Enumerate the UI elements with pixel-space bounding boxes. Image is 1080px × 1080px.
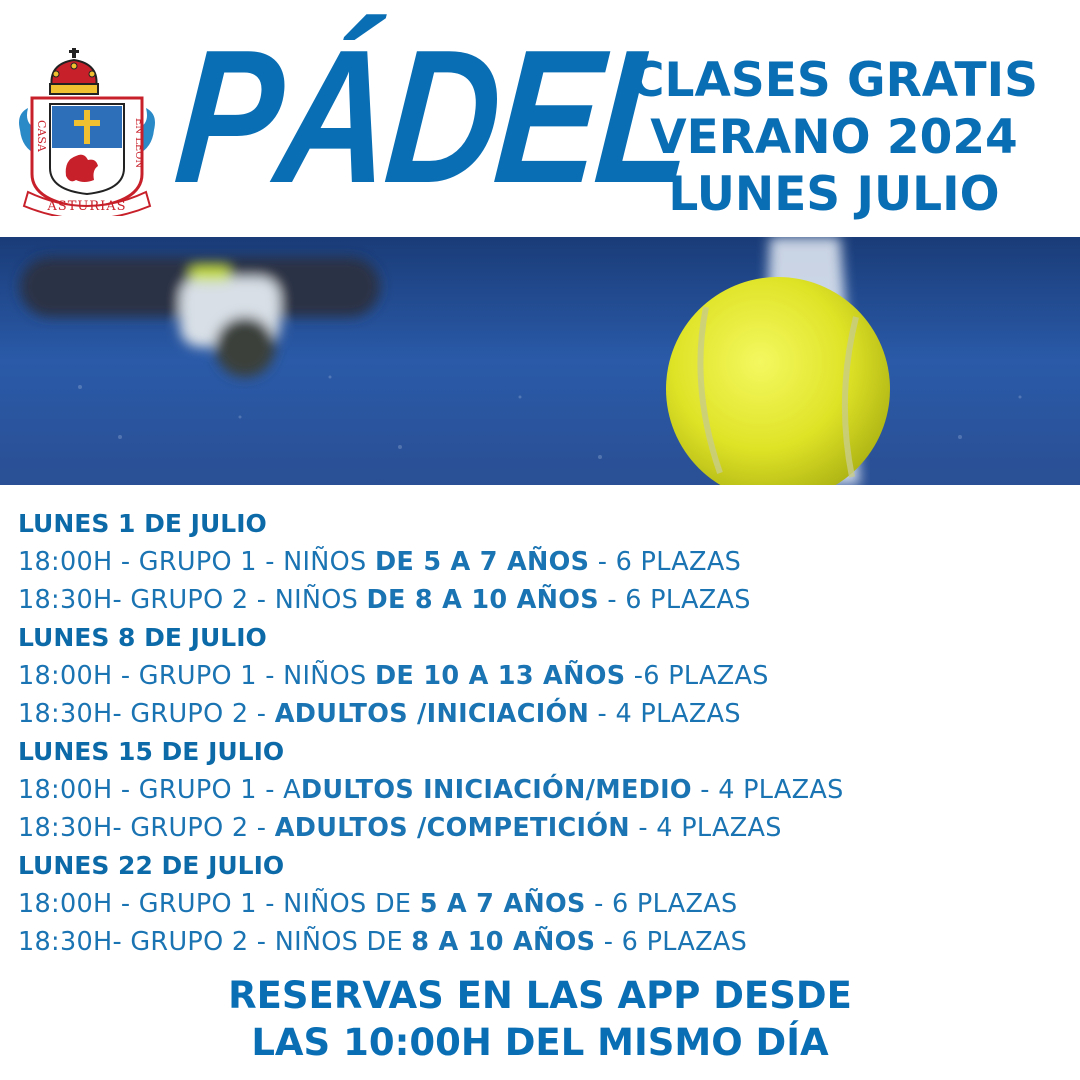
casa-asturias-crest-icon <box>14 44 160 216</box>
page-title: PÁDEL <box>168 11 699 223</box>
reservation-line-1: RESERVAS EN LAS APP DESDE <box>228 974 852 1017</box>
schedule <box>18 505 1068 961</box>
day-heading: LUNES 8 DE JULIO <box>18 623 267 652</box>
reservation-note <box>0 972 1080 1066</box>
schedule-day <box>18 847 1068 961</box>
subtitle-block <box>598 52 1070 223</box>
subtitle-line-3: LUNES JULIO <box>668 167 1000 222</box>
schedule-day <box>18 733 1068 847</box>
day-heading: LUNES 1 DE JULIO <box>18 509 267 538</box>
time-slot: 18:30H- GRUPO 2 - NIÑOS DE 8 A 10 AÑOS - 6 PLAZAS <box>18 585 751 615</box>
svg-text:CASA: CASA <box>35 120 48 152</box>
day-heading: LUNES 15 DE JULIO <box>18 737 285 766</box>
time-slot: 18:00H - GRUPO 1 - NIÑOS DE 5 A 7 AÑOS - 6 PLAZAS <box>18 889 738 919</box>
time-slot: 18:30H- GRUPO 2 - ADULTOS /COMPETICIÓN - 4 PLAZAS <box>18 813 782 843</box>
time-slot: 18:00H - GRUPO 1 - ADULTOS INICIACIÓN/MEDIO - 4 PLAZAS <box>18 775 844 805</box>
subtitle-line-1: CLASES GRATIS <box>630 53 1038 108</box>
time-slot: 18:30H- GRUPO 2 - NIÑOS DE 8 A 10 AÑOS - 6 PLAZAS <box>18 927 748 957</box>
padel-court-photo <box>0 237 1080 485</box>
time-slot: 18:00H - GRUPO 1 - NIÑOS DE 5 A 7 AÑOS - 6 PLAZAS <box>18 547 742 577</box>
time-slot: 18:30H- GRUPO 2 - ADULTOS /INICIACIÓN - 4 PLAZAS <box>18 699 741 729</box>
svg-text:EN LEON: EN LEON <box>133 118 144 169</box>
svg-text:ASTURIAS: ASTURIAS <box>47 199 127 214</box>
reservation-line-2: LAS 10:00H DEL MISMO DÍA <box>251 1021 829 1064</box>
day-heading: LUNES 22 DE JULIO <box>18 851 285 880</box>
subtitle-line-2: VERANO 2024 <box>650 110 1018 165</box>
time-slot: 18:00H - GRUPO 1 - NIÑOS DE 10 A 13 AÑOS -6 PLAZAS <box>18 661 769 691</box>
padel-ball-on-court-icon <box>0 237 1080 485</box>
header <box>0 0 1080 237</box>
schedule-day <box>18 619 1068 733</box>
schedule-day <box>18 505 1068 619</box>
